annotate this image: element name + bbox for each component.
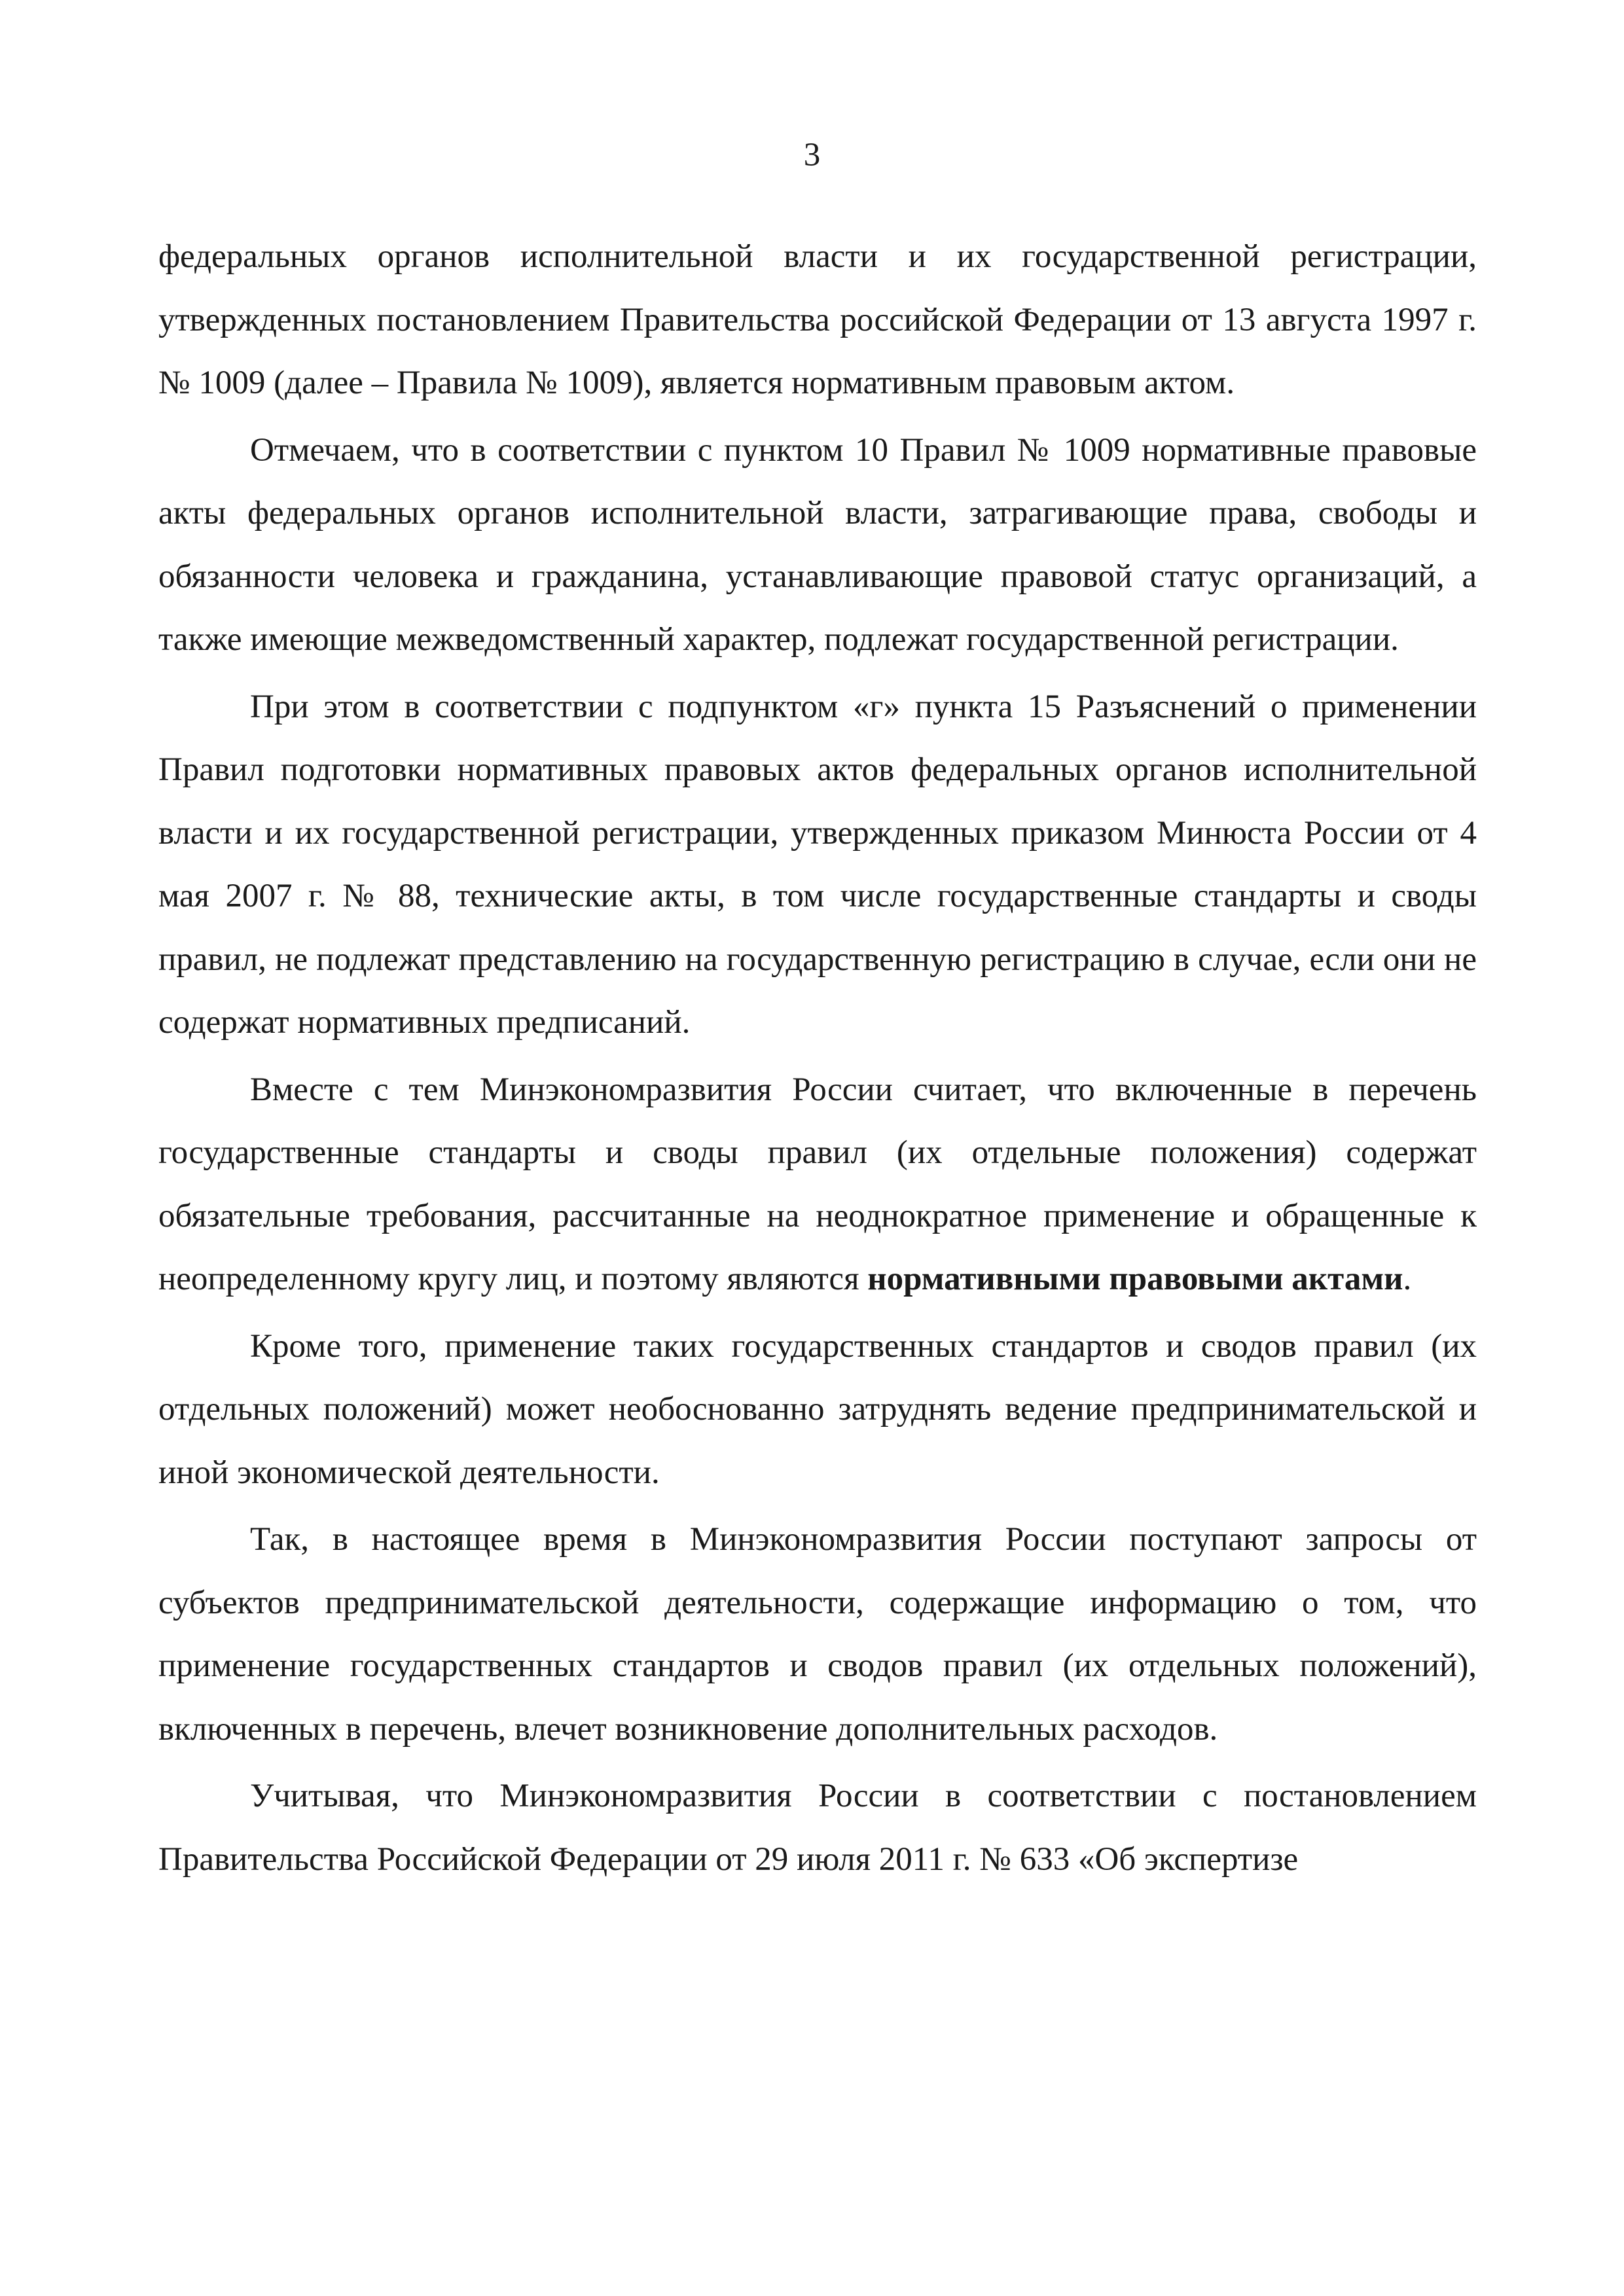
document-body (158, 225, 1477, 1891)
paragraph: Учитывая, что Минэкономразвития России в соответствии с постановлением Правительства Российской Федерации от 29 июля 2011 г. № 633 «Об экспертизе (158, 1778, 1477, 1878)
paragraph-text: Вместе с тем Минэкономразвития России считает, что включенные в перечень государственные стандарты и своды правил (их отдельные положения) содержат обязательные требования, рассчитанные на неоднократное применение и обращенные к неопределенному кругу лиц, и поэтому являются (158, 1071, 1477, 1297)
paragraph: Так, в настоящее время в Минэкономразвития России поступают запросы от субъектов предпринимательской деятельности, содержащие информацию о том, что применение государственных стандартов и сводов правил (их отдельных положений), включенных в перечень, влечет возникновение дополнительных расходов. (158, 1521, 1477, 1748)
paragraph (158, 1058, 1477, 1311)
paragraph: При этом в соответствии с подпунктом «г» пункта 15 Разъяснений о применении Правил подготовки нормативных правовых актов федеральных органов исполнительной власти и их государственной регистрации, утвержденных приказом Минюста России от 4 мая 2007 г. № 88, технические акты, в том числе государственные стандарты и своды правил, не подлежат представлению на государственную регистрацию в случае, если они не содержат нормативных предписаний. (158, 688, 1477, 1041)
emphasized-text: нормативными правовыми актами (867, 1261, 1403, 1297)
paragraph-text: . (1403, 1261, 1412, 1297)
paragraph: Отмечаем, что в соответствии с пунктом 10 Правил № 1009 нормативные правовые акты федеральных органов исполнительной власти, затрагивающие права, свободы и обязанности человека и гражданина, устанавливающие правовой статус организаций, а также имеющие межведомственный характер, подлежат государственной регистрации. (158, 431, 1477, 658)
page-number: 3 (803, 137, 821, 173)
paragraph: федеральных органов исполнительной власти и их государственной регистрации, утвержденных постановлением Правительства российской Федерации от 13 августа 1997 г. № 1009 (далее – Правила № 1009), является нормативным правовым актом. (158, 238, 1477, 401)
paragraph: Кроме того, применение таких государственных стандартов и сводов правил (их отдельных положений) может необоснованно затруднять ведение предпринимательской и иной экономической деятельности. (158, 1327, 1477, 1491)
